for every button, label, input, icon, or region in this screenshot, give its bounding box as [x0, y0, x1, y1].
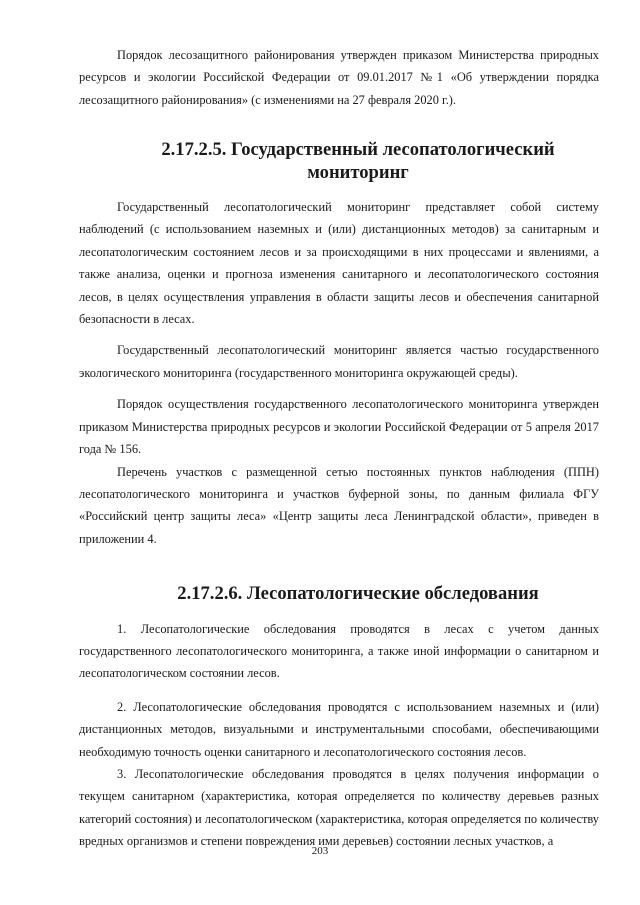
monitoring-definition-paragraph: Государственный лесопатологический мониторинг представляет собой систему наблюдений (с использованием наземных и (или) дистанционных методов) за санитарным и лесопатологическим состоянием лесов и за происходящими в них процессами и явлениями, а также анализа, оценки и прогноза изменения санитарного и лесопатологического состояния лесов, в целях осуществления управления в области защиты лесов и обеспечения санитарной безопасности в лесах.: [79, 200, 599, 327]
intro-paragraph: Порядок лесозащитного районирования утвержден приказом Министерства природных ресурсов и экологии Российской Федерации от 09.01.2017 №1 «Об утверждении порядка лесозащитного районирования» (с изменениями на 27 февраля 2020 г.).: [79, 48, 599, 107]
section-heading-monitoring: 2.17.2.5. Государственный лесопатологический мониторинг: [161, 139, 555, 183]
survey-item-3: 3. Лесопатологические обследования проводятся в целях получения информации о текущем санитарном (характеристика, которая определяется по количеству деревьев разных категорий состояния) и лесопатологическом (характеристика, которая определяется по количеству вредных организмов и степени повреждения ими деревьев) состоянии лесных участков, а: [79, 766, 599, 849]
monitoring-part-paragraph: Государственный лесопатологический мониторинг является частью государственного экологического мониторинга (государственного мониторинга окружающей среды).: [79, 343, 599, 380]
monitoring-order-paragraph: Порядок осуществления государственного лесопатологического мониторинга утвержден приказом Министерства природных ресурсов и экологии Российской Федерации от 5 апреля 2017 года № 156.: [79, 397, 599, 457]
survey-item-2: 2. Лесопатологические обследования проводятся с использованием наземных и (или) дистанционных методов, визуальными и инструментальными способами, обеспечивающими необходимую точность оценки санитарного и лесопатологического состояния лесов.: [79, 699, 599, 759]
page-body: [79, 44, 599, 853]
monitoring-plots-paragraph: Перечень участков с размещенной сетью постоянных пунктов наблюдения (ППН) лесопатологического мониторинга и участков буферной зоны, по данным филиала ФГУ «Российский центр защиты леса» «Центр защиты леса Ленинградской области», приведен в приложении 4.: [79, 464, 599, 546]
survey-item-1: 1. Лесопатологические обследования проводятся в лесах с учетом данных государственного лесопатологического мониторинга, а также иной информации о санитарном и лесопатологическом состоянии лесов.: [79, 621, 599, 681]
page-number: 203: [311, 845, 329, 857]
section-heading-surveys: 2.17.2.6. Лесопатологические обследования: [177, 583, 539, 605]
